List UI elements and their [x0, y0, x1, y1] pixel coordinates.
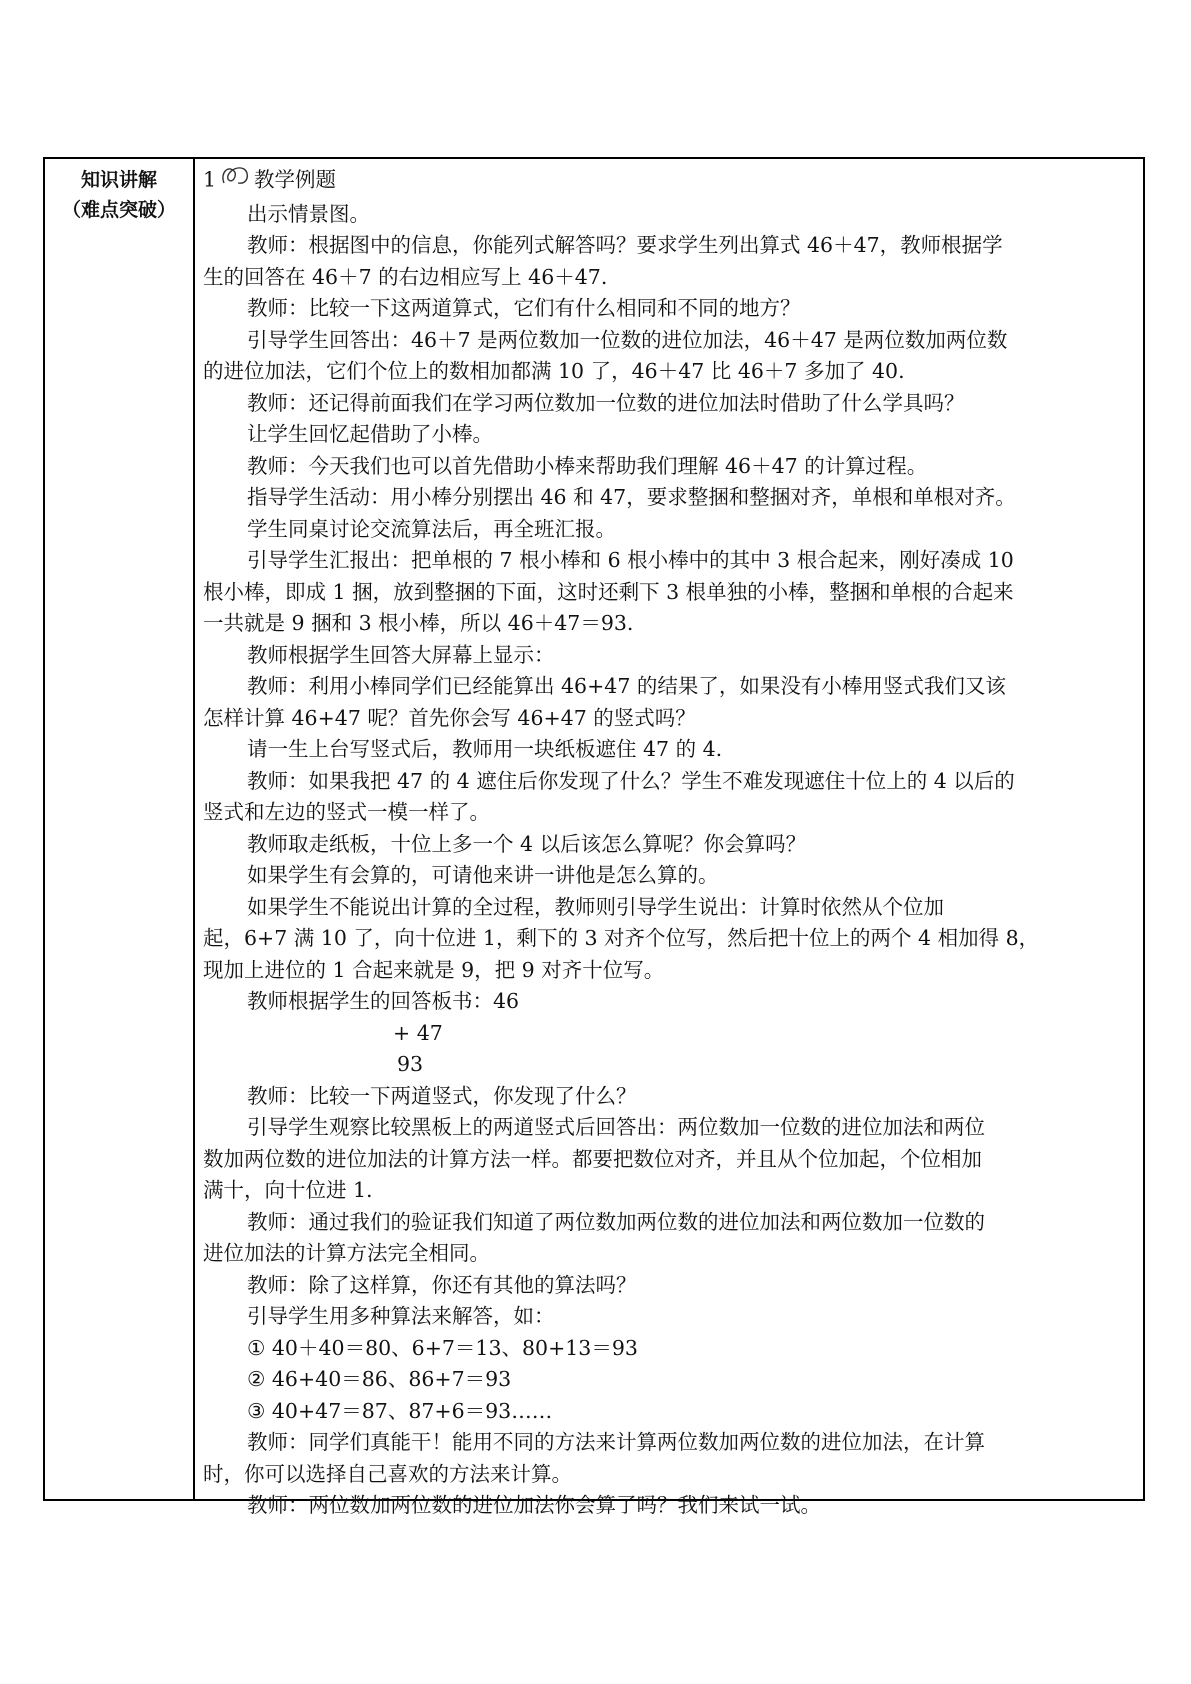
- content-cell: [195, 159, 1143, 1517]
- text-line: 满十，向十位进 1.: [203, 1178, 373, 1202]
- section-title: 教学例题: [254, 167, 337, 192]
- text-line: 教师根据学生回答大屏幕上显示：: [247, 642, 555, 667]
- text-line: 如果学生有会算的，可请他来讲一讲他是怎么算的。: [247, 863, 719, 887]
- text-line: 生的回答在 46＋7 的右边相应写上 46＋47.: [203, 264, 608, 289]
- text-line: 教师：同学们真能干！能用不同的方法来计算两位数加两位数的进位加法，在计算: [247, 1430, 985, 1454]
- section-label-line1: 知识讲解: [80, 169, 157, 191]
- text-line: 教师：通过我们的验证我们知道了两位数加两位数的进位加法和两位数加一位数的: [247, 1209, 985, 1234]
- text-line: 竖式和左边的竖式一模一样了。: [203, 800, 490, 824]
- text-line: 一共就是 9 捆和 3 根小棒，所以 46＋47＝93.: [203, 611, 634, 635]
- text-line: 起，6+7 满 10 了，向十位进 1，剩下的 3 对齐个位写，然后把十位上的两个 4 相加得 8，: [203, 926, 1040, 950]
- text-line: 现加上进位的 1 合起来就是 9，把 9 对齐十位写。: [203, 957, 665, 982]
- text-line: 时，你可以选择自己喜欢的方法来计算。: [203, 1461, 572, 1486]
- text-line: 怎样计算 46+47 呢？首先你会写 46+47 的竖式吗？: [203, 705, 696, 730]
- text-line: 教师：如果我把 47 的 4 遮住后你发现了什么？学生不难发现遮住十位上的 4 以后的: [247, 768, 1015, 793]
- text-line: 让学生回忆起借助了小棒。: [247, 422, 493, 446]
- text-line: ① 40＋40＝80、6+7＝13、80+13＝93: [247, 1335, 638, 1360]
- text-line: 引导学生回答出：46＋7 是两位数加一位数的进位加法，46＋47 是两位数加两位数: [247, 327, 1008, 352]
- paragraph-block-1: [203, 199, 1135, 987]
- section-label-line2: （难点突破）: [61, 199, 176, 221]
- text-line: 教师：根据图中的信息，你能列式解答吗？要求学生列出算式 46＋47，教师根据学: [247, 233, 1003, 257]
- text-line: 引导学生汇报出：把单根的 7 根小棒和 6 根小棒中的其中 3 根合起来，刚好凑成 10: [247, 548, 1014, 572]
- text-line: 请一生上台写竖式后，教师用一块纸板遮住 47 的 4.: [247, 737, 723, 761]
- lesson-table: [43, 157, 1145, 1517]
- vertical-calc-result: 93: [397, 1052, 424, 1076]
- text-line: 教师：今天我们也可以首先借助小棒来帮助我们理解 46＋47 的计算过程。: [247, 453, 928, 478]
- text-line: ③ 40+47＝87、87+6＝93……: [247, 1398, 553, 1423]
- text-line: 数加两位数的进位加法的计算方法一样。都要把数位对齐，并且从个位加起，个位相加: [203, 1146, 982, 1171]
- text-line: 进位加法的计算方法完全相同。: [203, 1241, 490, 1265]
- text-line: 如果学生不能说出计算的全过程，教师则引导学生说出：计算时依然从个位加: [247, 894, 944, 919]
- section-number: 1: [203, 167, 217, 192]
- text-line: 指导学生活动：用小棒分别摆出 46 和 47，要求整捆和整捆对齐，单根和单根对齐。: [247, 485, 1016, 509]
- text-line: 教师：比较一下两道竖式，你发现了什么？: [247, 1083, 637, 1108]
- paragraph-block-2: [203, 1081, 1135, 1522]
- section-label-cell: [45, 159, 195, 1499]
- section-heading: [203, 163, 1135, 199]
- text-line: 教师：利用小棒同学们已经能算出 46+47 的结果了，如果没有小棒用竖式我们又该: [247, 674, 1006, 698]
- text-line: 教师取走纸板，十位上多一个 4 以后该怎么算呢？你会算吗？: [247, 831, 807, 856]
- text-line: 学生同桌讨论交流算法后，再全班汇报。: [247, 516, 616, 541]
- text-line: 教师：比较一下这两道算式，它们有什么相同和不同的地方？: [247, 296, 801, 320]
- text-line: 教师：两位数加两位数的进位加法你会算了吗？我们来试一试。: [247, 1493, 821, 1517]
- text-line: 教师：还记得前面我们在学习两位数加一位数的进位加法时借助了什么学具吗？: [247, 390, 965, 415]
- text-line: 引导学生用多种算法来解答，如：: [247, 1304, 555, 1328]
- text-line: ② 46+40＝86、86+7＝93: [247, 1367, 512, 1391]
- text-line: 出示情景图。: [247, 201, 370, 226]
- vertical-calc-lead: 教师根据学生的回答板书：46: [247, 989, 520, 1013]
- text-line: 教师：除了这样算，你还有其他的算法吗？: [247, 1272, 637, 1297]
- handwritten-loop-mark: [218, 163, 252, 199]
- text-line: 的进位加法，它们个位上的数相加都满 10 了，46＋47 比 46＋7 多加了 40.: [203, 359, 905, 383]
- text-line: 根小棒，即成 1 捆，放到整捆的下面，这时还剩下 3 根单独的小棒，整捆和单根的合起来: [203, 579, 1014, 604]
- vertical-calc-addend: + 47: [393, 1020, 443, 1045]
- text-line: 引导学生观察比较黑板上的两道竖式后回答出：两位数加一位数的进位加法和两位: [247, 1115, 985, 1139]
